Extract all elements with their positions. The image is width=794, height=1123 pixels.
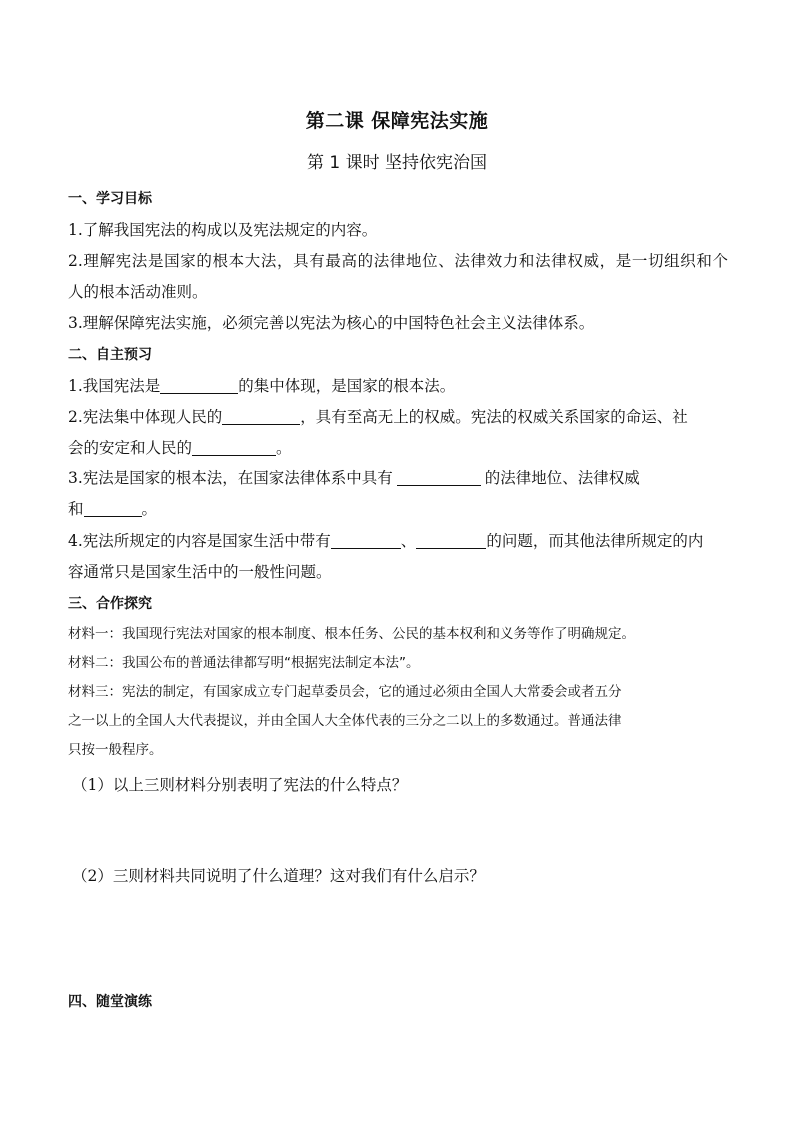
material-1: 材料一：我国现行宪法对国家的根本制度、根本任务、公民的基本权利和义务等作了明确规定。 xyxy=(68,626,635,642)
material-3-line-1: 材料三：宪法的制定，有国家成立专门起草委员会，它的通过必须由全国人大常委会或者五分 xyxy=(68,684,622,700)
answer-blank[interactable] xyxy=(397,469,481,486)
explore-question-1: （1）以上三则材料分别表明了宪法的什么特点？ xyxy=(72,776,408,794)
preview-question-3-line-2 xyxy=(68,497,728,519)
objective-item-2-line-1: 2.理解宪法是国家的根本大法，具有最高的法律地位、法律效力和法律权威，是一切组织和个 xyxy=(68,252,728,270)
preview-q4-text-a: 4.宪法所规定的内容是国家生活中带有 xyxy=(68,532,331,550)
answer-blank[interactable] xyxy=(331,532,401,549)
preview-question-4-line-2: 容通常只是国家生活中的一般性问题。 xyxy=(68,563,332,581)
preview-question-2-line-2 xyxy=(68,436,728,458)
preview-q2-text-d: 。 xyxy=(276,439,292,457)
answer-blank[interactable] xyxy=(222,408,300,425)
preview-q1-text-a: 1.我国宪法是 xyxy=(68,377,161,395)
section-heading-objectives: 一、学习目标 xyxy=(68,191,152,207)
preview-q2-text-b: ，具有至高无上的权威。宪法的权威关系国家的命运、社 xyxy=(300,408,688,426)
material-3-line-3: 只按一般程序。 xyxy=(68,742,163,758)
preview-q3-text-c: 和 xyxy=(68,500,84,518)
answer-blank[interactable] xyxy=(160,377,238,394)
preview-q3-text-a: 3.宪法是国家的根本法，在国家法律体系中具有 xyxy=(68,469,393,487)
objective-item-3: 3.理解保障宪法实施，必须完善以宪法为核心的中国特色社会主义法律体系。 xyxy=(68,314,595,332)
preview-q4-text-c: 的问题，而其他法律所规定的内 xyxy=(486,532,704,550)
objective-item-2-line-2: 人的根本活动准则。 xyxy=(68,283,208,301)
preview-q1-text-b: 的集中体现，是国家的根本法。 xyxy=(238,377,456,395)
material-3-line-2: 之一以上的全国人大代表提议，并由全国人大全体代表的三分之二以上的多数通过。普通法律 xyxy=(68,713,622,729)
lesson-title: 第二课 保障宪法实施 xyxy=(305,110,489,132)
preview-q4-text-b: 、 xyxy=(400,532,417,550)
preview-question-2-line-1 xyxy=(68,405,728,427)
explore-question-2: （2）三则材料共同说明了什么道理？这对我们有什么启示？ xyxy=(72,867,485,885)
preview-q3-text-b: 的法律地位、法律权威 xyxy=(484,469,640,487)
section-heading-practice: 四、随堂演练 xyxy=(68,994,152,1010)
section-heading-preview: 二、自主预习 xyxy=(68,347,152,363)
objective-item-1: 1.了解我国宪法的构成以及宪法规定的内容。 xyxy=(68,221,378,239)
answer-blank[interactable] xyxy=(416,532,486,549)
preview-q3-text-d: 。 xyxy=(141,500,158,518)
preview-question-3-line-1 xyxy=(68,466,728,488)
answer-blank[interactable] xyxy=(84,500,142,517)
preview-q2-text-c: 会的安定和人民的 xyxy=(68,439,193,457)
lesson-subtitle: 第 1 课时 坚持依宪治国 xyxy=(306,153,488,173)
preview-q2-text-a: 2.宪法集中体现人民的 xyxy=(68,408,223,426)
section-heading-explore: 三、合作探究 xyxy=(68,596,152,612)
answer-blank[interactable] xyxy=(192,439,276,456)
preview-question-1 xyxy=(68,374,728,396)
preview-question-4-line-1 xyxy=(68,529,728,551)
material-2: 材料二：我国公布的普通法律都写明“根据宪法制定本法”。 xyxy=(68,655,420,671)
